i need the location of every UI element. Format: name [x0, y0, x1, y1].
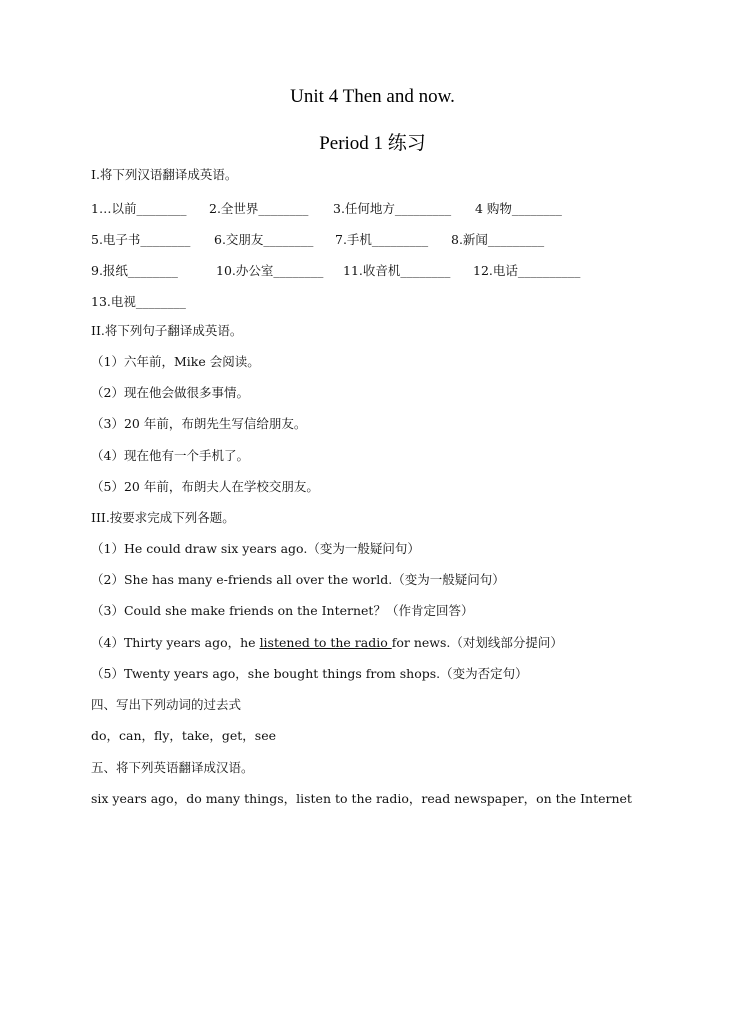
section-3-heading: III.按要求完成下列各题。 — [91, 510, 235, 525]
phrase-list: six years ago，do many things，listen to the radio，read newspaper，on the Internet — [91, 791, 632, 806]
vocab-item: 13.电视________ — [91, 294, 186, 309]
vocab-item: 6.交朋友________ — [214, 232, 314, 247]
vocab-item: 5.电子书________ — [91, 232, 191, 247]
vocab-item: 4 购物________ — [475, 201, 562, 216]
page-title: Unit 4 Then and now. — [290, 86, 455, 107]
vocab-row-1 — [91, 199, 651, 215]
exercise-item-4-prefix: （4）Thirty years ago，he — [91, 635, 260, 650]
vocab-row-4 — [91, 292, 651, 308]
vocab-item: 9.报纸________ — [91, 263, 178, 278]
vocab-item: 12.电话__________ — [473, 263, 581, 278]
exercise-item: （2）She has many e-friends all over the world.（变为一般疑问句） — [91, 572, 505, 587]
vocab-item: 7.手机_________ — [335, 232, 429, 247]
vocab-item: 1…以前________ — [91, 201, 187, 216]
exercise-item: （3）Could she make friends on the Internet？（作肯定回答） — [91, 603, 474, 618]
translation-item: （3）20 年前，布朗先生写信给朋友。 — [91, 416, 307, 431]
exercise-item-4 — [91, 635, 563, 651]
section-4-heading: 四、写出下列动词的过去式 — [91, 697, 242, 712]
translation-item: （2）现在他会做很多事情。 — [91, 385, 249, 400]
translation-item: （1）六年前，Mike 会阅读。 — [91, 354, 260, 369]
vocab-item: 3.任何地方_________ — [333, 201, 452, 216]
section-1-heading: I.将下列汉语翻译成英语。 — [91, 167, 238, 182]
exercise-item: （1）He could draw six years ago.（变为一般疑问句） — [91, 541, 420, 556]
vocab-item: 11.收音机________ — [343, 263, 451, 278]
exercise-item-4-suffix: for news.（对划线部分提问） — [391, 635, 563, 650]
translation-item: （5）20 年前，布朗夫人在学校交朋友。 — [91, 479, 319, 494]
underlined-phrase: listened to the radio — [259, 635, 392, 650]
vocab-item: 10.办公室________ — [216, 263, 324, 278]
vocab-row-3 — [91, 261, 651, 277]
vocab-item: 8.新闻_________ — [451, 232, 545, 247]
translation-item: （4）现在他有一个手机了。 — [91, 448, 249, 463]
exercise-item: （5）Twenty years ago，she bought things from shops.（变为否定句） — [91, 666, 528, 681]
page-subtitle: Period 1 练习 — [319, 133, 426, 154]
verb-list: do，can，fly，take，get，see — [91, 728, 277, 743]
vocab-row-2 — [91, 230, 651, 246]
section-2-heading: II.将下列句子翻译成英语。 — [91, 323, 243, 338]
vocab-item: 2.全世界________ — [209, 201, 309, 216]
section-5-heading: 五、将下列英语翻译成汉语。 — [91, 760, 254, 775]
